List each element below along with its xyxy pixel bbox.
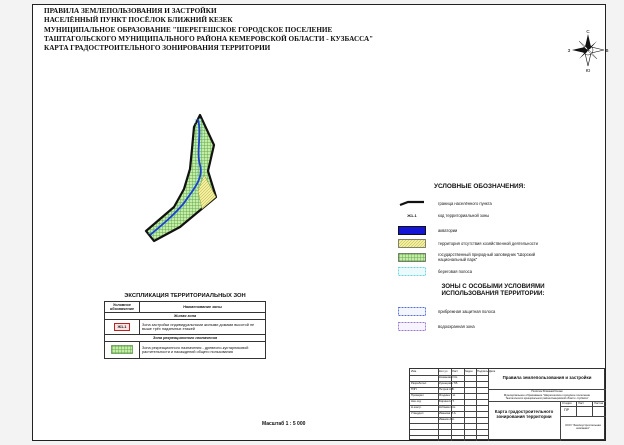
- stamp-sub-2: Муниципальное образование "Шерегешское городское поселение: [503, 392, 591, 397]
- stamp-col-date: Дата: [489, 369, 496, 373]
- stamp-col-doc: №док.: [465, 369, 474, 373]
- stamp-col-sheet: Лист: [452, 369, 459, 373]
- title-line-2: НАСЕЛЁННЫЙ ПУНКТ ПОСЁЛОК БЛИЖНИЙ КЕЗЕК: [44, 16, 233, 25]
- compass-east-label: В: [605, 48, 609, 53]
- boundary-line-icon: [398, 199, 426, 208]
- legend-item-zone-code: [398, 210, 489, 220]
- legend-item-water-protection: [398, 321, 475, 331]
- legend-item-boundary: [398, 198, 492, 208]
- map-title-block: [44, 7, 373, 53]
- legend-label-water-protection: водоохранная зона: [438, 323, 475, 329]
- explication-table: [104, 301, 266, 359]
- stamp-name-5: Бирина Н.Т.: [439, 399, 455, 403]
- stamp-organization: ООО "Землеустроительная компания": [565, 423, 601, 431]
- explication-title: ЭКСПЛИКАЦИЯ ТЕРРИТОРИАЛЬНЫХ ЗОН: [124, 293, 246, 299]
- stamp-name-4: Ягодина Т.Н.: [439, 393, 456, 397]
- stamp-col-change: Изм.: [411, 369, 417, 373]
- legend-label-shore: береговая полоса: [438, 268, 473, 274]
- stamp-stage-value: ПР: [564, 408, 569, 412]
- legend-label-no-activity: территория отсутствия хозяйственной деятельности: [438, 240, 538, 246]
- stamp-role-3: Проверил: [411, 393, 424, 397]
- settlement-map: [140, 105, 250, 245]
- special-zones-title-1: ЗОНЫ С ОСОБЫМИ УСЛОВИЯМИ: [441, 283, 545, 290]
- title-stamp: [409, 368, 605, 440]
- stamp-name-3: Петров А.В.: [439, 387, 455, 391]
- stamp-project-title: Правила землепользования и застройки: [502, 375, 592, 380]
- legend-label-protective: прибрежная защитная полоса: [438, 308, 496, 314]
- explication-row-recreation: Зона рекреационного назначения - древесно-кустарниковой растительности и насаждений общего пользования: [140, 342, 266, 359]
- stamp-col-count: Кол.уч.: [439, 369, 449, 373]
- map-scale: Масштаб 1 : 5 000: [262, 421, 306, 427]
- yellow-hatch-swatch: [398, 239, 426, 248]
- stamp-role-2: ГИП: [411, 387, 417, 391]
- legend-item-reserve: [398, 252, 538, 262]
- legend-item-no-activity: [398, 238, 538, 248]
- compass-south-label: Ю: [585, 68, 591, 73]
- stamp-col-signature: Подпись: [477, 369, 489, 373]
- stamp-name-7: Иванова И.А.: [439, 411, 457, 415]
- legend-item-protective: [398, 306, 495, 316]
- stamp-sub-3: Таштагольского муниципального района Кемеровской области - Кузбасса": [505, 397, 589, 400]
- legend-label-water: акватории: [438, 227, 458, 233]
- recreation-swatch: [111, 345, 133, 354]
- stamp-sub-1: Посёлок Ближний Кезек: [531, 389, 563, 393]
- legend-label-reserve: государственный природный заповедник "Шорский национальный парк": [438, 252, 536, 262]
- compass-west-label: З: [567, 48, 571, 53]
- stamp-col-sheets: Листов: [594, 401, 604, 405]
- legend-item-water: [398, 225, 457, 235]
- stamp-role-6: Утвердил: [411, 411, 424, 415]
- special-zones-title-2: ИСПОЛЬЗОВАНИЯ ТЕРРИТОРИИ:: [441, 290, 545, 298]
- title-line-4: ТАШТАГОЛЬСКОГО МУНИЦИПАЛЬНОГО РАЙОНА КЕМЕРОВСКОЙ ОБЛАСТИ - КУЗБАССА": [44, 34, 374, 43]
- zone-code-badge: Ж1-1: [114, 323, 131, 331]
- explication-group-residential: Жилая зона: [105, 313, 266, 320]
- stamp-col-sheet-no: Лист: [578, 401, 585, 405]
- legend-label-boundary: граница населённого пункта: [438, 200, 492, 206]
- zones-explication: [104, 293, 266, 359]
- compass-north-label: С: [586, 29, 590, 34]
- stamp-name-2: Кузнецова Т.В.: [439, 381, 459, 385]
- water-swatch: [398, 226, 426, 235]
- stamp-name-6: Кобзева О.Н.: [439, 405, 457, 409]
- title-line-1: ПРАВИЛА ЗЕМЛЕПОЛЬЗОВАНИЯ И ЗАСТРОЙКИ: [44, 7, 217, 15]
- explication-header-symbol: Условное обозначение: [105, 302, 140, 313]
- legend-label-zone-code: код территориальной зоны: [438, 212, 490, 218]
- explication-header-name: Наименование зоны: [140, 302, 266, 313]
- stamp-name-1: Кожанова И.Н.: [439, 375, 459, 379]
- dashed-purple-swatch: [398, 322, 426, 331]
- explication-row-residential: Зона застройки индивидуальными жилыми домами высотой не выше трёх надземных этажей: [140, 320, 266, 335]
- dashed-blue-swatch: [398, 307, 426, 316]
- title-line-5: КАРТА ГРАДОСТРОИТЕЛЬНОГО ЗОНИРОВАНИЯ ТЕРРИТОРИИ: [44, 44, 271, 53]
- title-line-3: МУНИЦИПАЛЬНОЕ ОБРАЗОВАНИЕ "ШЕРЕГЕШСКОЕ ГОРОДСКОЕ ПОСЕЛЕНИЕ: [44, 25, 333, 34]
- compass-rose-icon: [566, 28, 610, 74]
- zone-code-sample: Ж1-1: [407, 212, 417, 218]
- explication-group-recreation: Зона рекреационного назначения: [105, 335, 266, 342]
- legend-title: УСЛОВНЫЕ ОБОЗНАЧЕНИЯ:: [434, 183, 526, 190]
- special-zones-title: [418, 283, 568, 298]
- stamp-role-4: Нач.отд.: [411, 399, 422, 403]
- stamp-role-5: Н.контр.: [411, 405, 422, 409]
- stamp-role-1: Разработал: [411, 381, 427, 385]
- stamp-sheet-title: Карта градостроительного зонирования территории: [494, 409, 554, 419]
- stamp-col-stage: Стадия: [562, 401, 572, 405]
- legend-item-shore: [398, 266, 472, 276]
- dashed-cyan-swatch: [398, 267, 426, 276]
- stamp-name-8: Иванов А.А.: [439, 417, 455, 421]
- green-hatch-swatch: [398, 253, 426, 262]
